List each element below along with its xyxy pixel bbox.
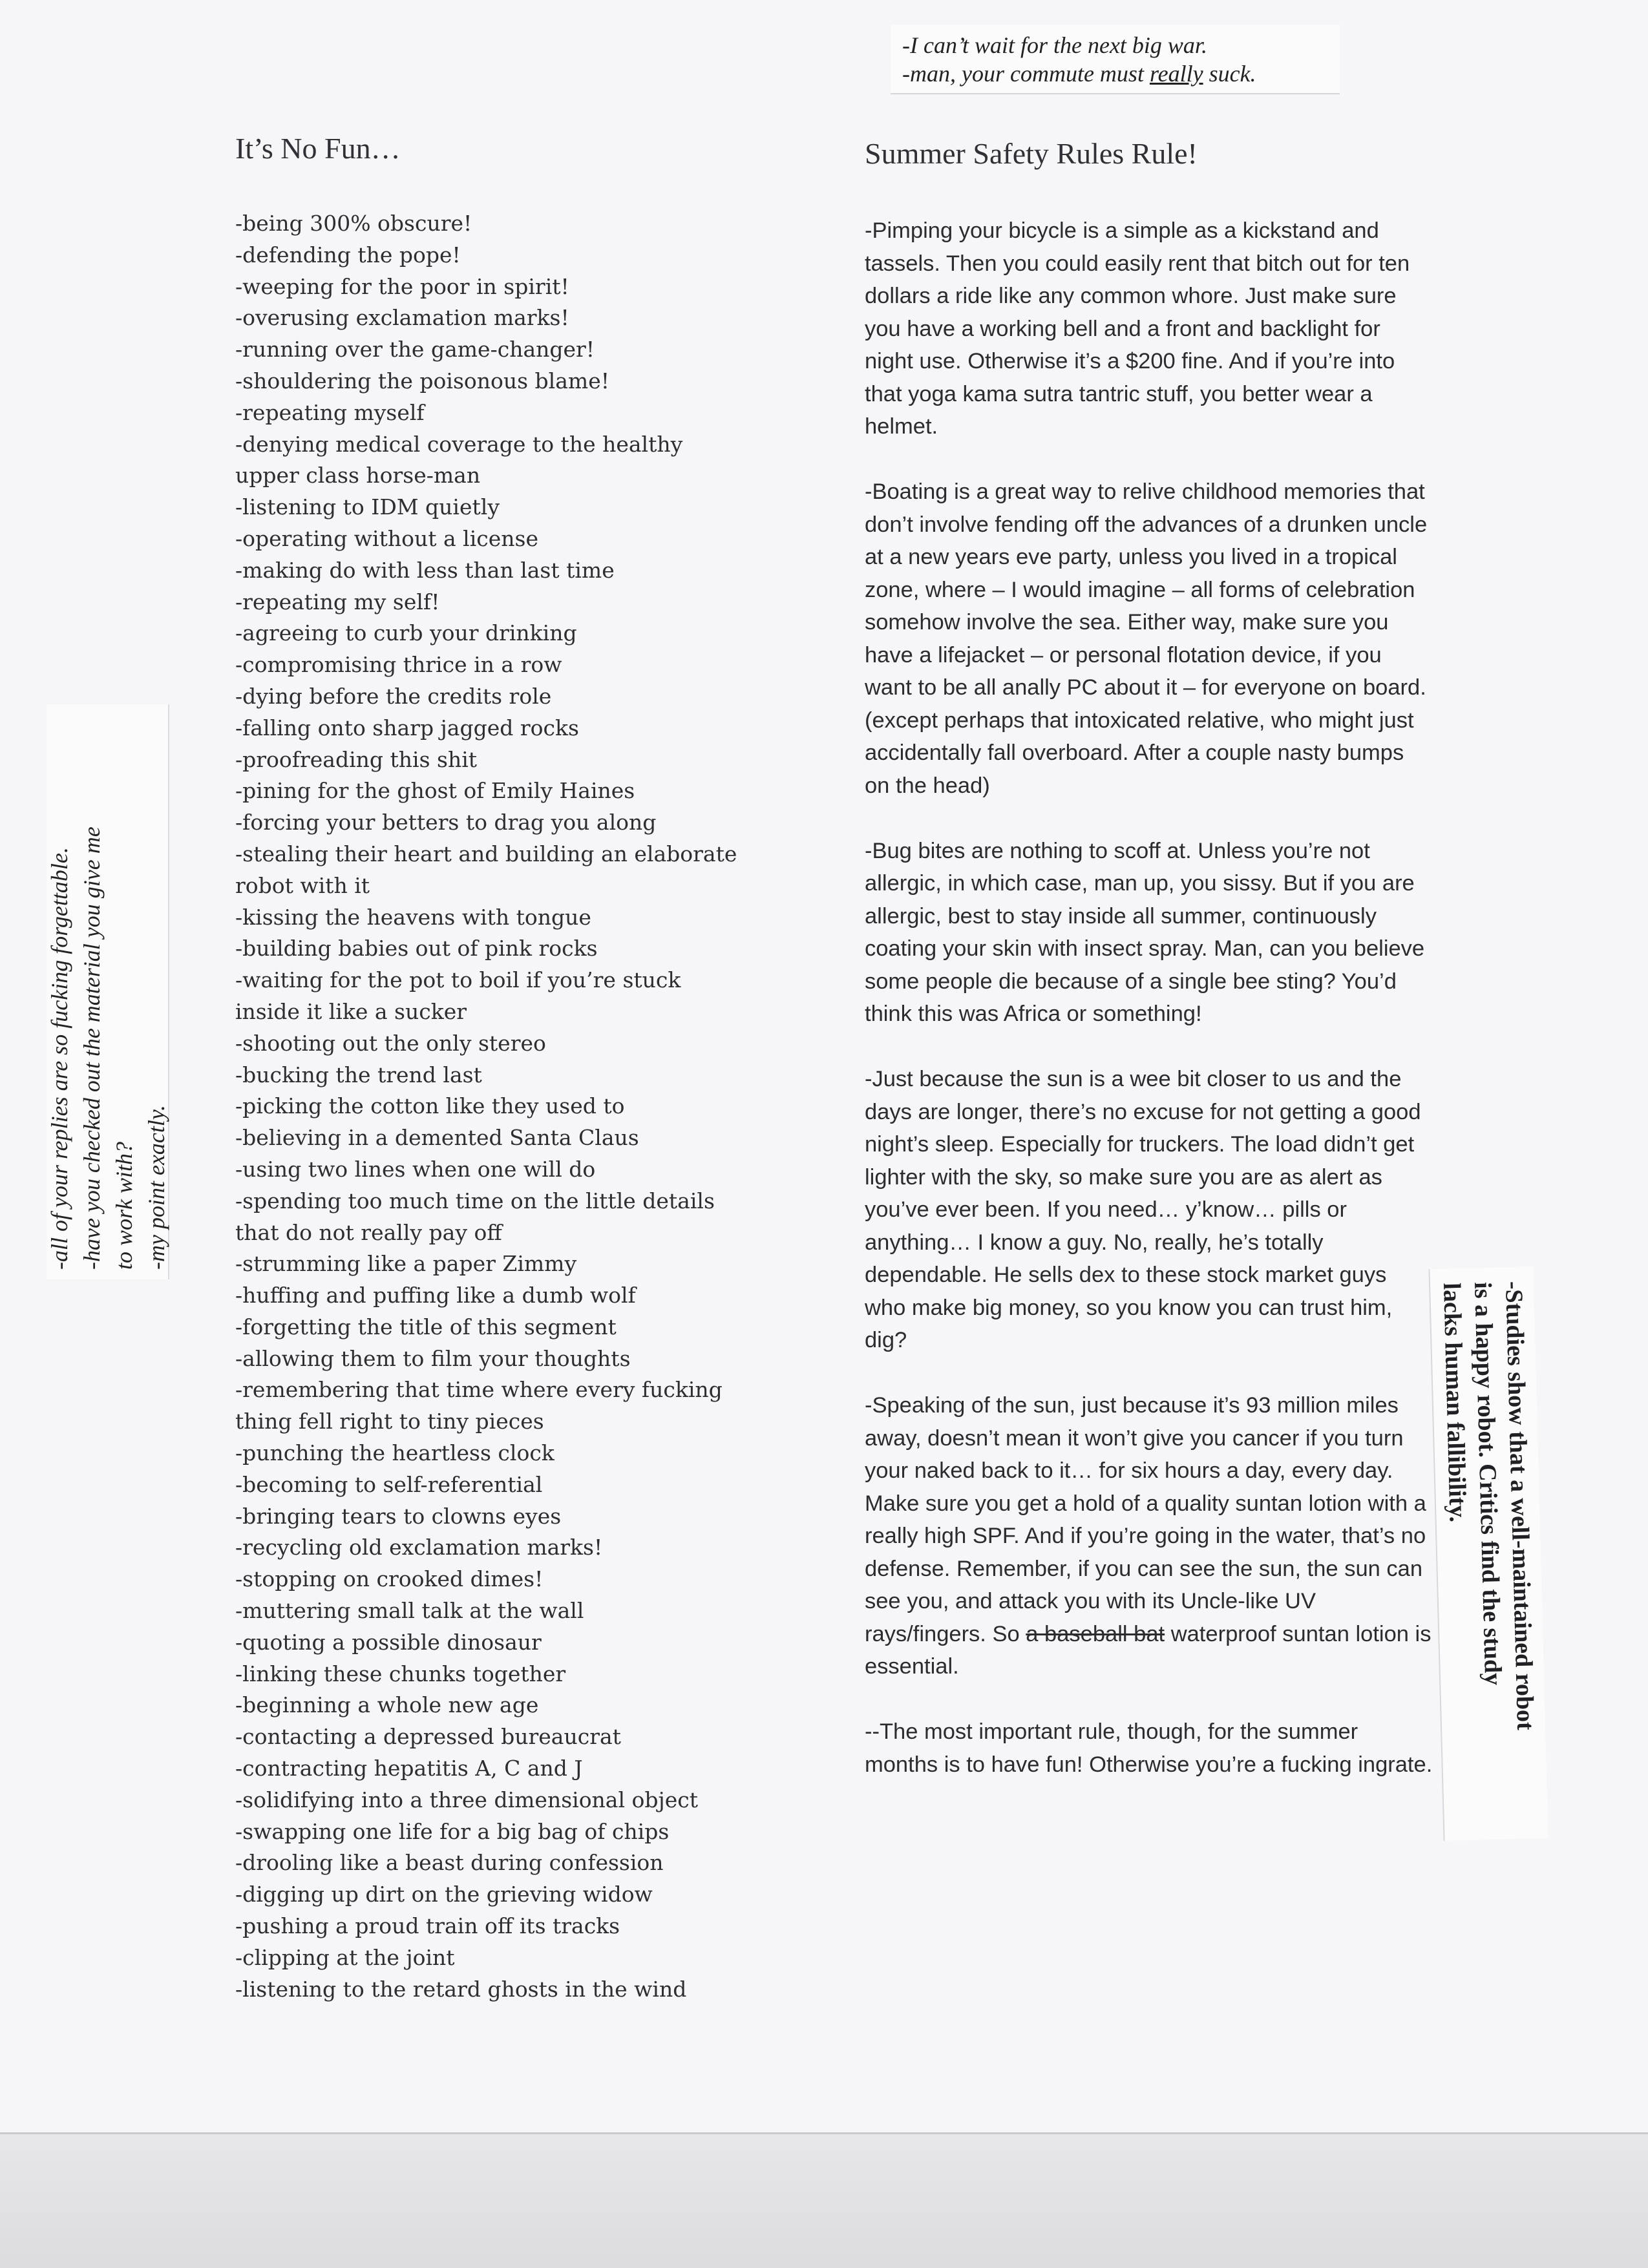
boating-paragraph: -Boating is a great way to relive childhood memories that don’t involve fending off the advances of a drunken uncle at a new years eve party, unless you lived in a tropical zone, where – I would imagine – all forms of celebration somehow involve the sea. Either way, make sure you have a lifejacket – or personal flotation device, if you want to be all anally PC about it – for everyone on board. (except perhaps that intoxicated relative, who might just accidentally fall overboard. After a couple nasty bumps on the head) bbox=[865, 479, 1428, 798]
no-fun-list-item: -forgetting the title of this segment bbox=[235, 1314, 617, 1339]
no-fun-list-item: -overusing exclamation marks! bbox=[235, 305, 569, 331]
top-pasted-note bbox=[891, 25, 1340, 94]
no-fun-list bbox=[235, 208, 843, 2005]
no-fun-list-item: -pushing a proud train off its tracks bbox=[235, 1913, 620, 1939]
top-note-line-2 bbox=[902, 59, 1326, 88]
no-fun-list-item: -shooting out the only stereo bbox=[235, 1030, 546, 1056]
no-fun-list-item: -being 300% obscure! bbox=[235, 211, 472, 236]
top-note-line-2-start: -man, your commute must bbox=[902, 61, 1150, 87]
no-fun-list-item: -shouldering the poisonous blame! bbox=[235, 368, 609, 394]
no-fun-list-item: -contacting a depressed bureaucrat bbox=[235, 1724, 621, 1750]
right-note-text bbox=[1436, 1281, 1543, 1825]
no-fun-list-item: -contracting hepatitis A, C and J bbox=[235, 1756, 583, 1781]
no-fun-list-item: -making do with less than last time bbox=[235, 557, 615, 583]
no-fun-list-item: -falling onto sharp jagged rocks bbox=[235, 715, 579, 740]
no-fun-list-item: -pining for the ghost of Emily Haines bbox=[235, 778, 635, 804]
no-fun-list-item: -using two lines when one will do bbox=[235, 1156, 596, 1182]
left-note-text bbox=[43, 714, 173, 1270]
no-fun-list-item: -listening to the retard ghosts in the wind bbox=[235, 1976, 687, 2002]
no-fun-list-item: thing fell right to tiny pieces bbox=[235, 1409, 544, 1434]
no-fun-list-item: -operating without a license bbox=[235, 525, 538, 551]
suntan-paragraph bbox=[865, 1389, 1433, 1683]
left-note-line: to work with? bbox=[111, 1141, 137, 1270]
no-fun-title: It’s No Fun… bbox=[235, 132, 401, 165]
struck-out-text: a baseball bat bbox=[1026, 1621, 1165, 1646]
no-fun-list-item: inside it like a sucker bbox=[235, 998, 467, 1024]
scanner-bed-margin bbox=[0, 2134, 1648, 2268]
no-fun-list-item: -spending too much time on the little details bbox=[235, 1188, 715, 1213]
no-fun-list-item: -swapping one life for a big bag of chips bbox=[235, 1818, 670, 1844]
no-fun-list-item: -picking the cotton like they used to bbox=[235, 1093, 625, 1119]
no-fun-list-item: -huffing and puffing like a dumb wolf bbox=[235, 1283, 636, 1308]
no-fun-list-item: -agreeing to curb your drinking bbox=[235, 620, 577, 646]
bicycle-paragraph: -Pimping your bicycle is a simple as a kickstand and tassels. Then you could easily rent that bitch out for ten dollars a ride like any common whore. Just make sure you have a working bell and a front and backlight for night use. Otherwise it’s a $200 fine. And if you’re into that yoga kama sutra tantric stuff, you better wear a helmet. bbox=[865, 218, 1410, 439]
no-fun-list-item: -strumming like a paper Zimmy bbox=[235, 1251, 577, 1277]
no-fun-list-item: -solidifying into a three dimensional object bbox=[235, 1787, 699, 1812]
no-fun-list-item: robot with it bbox=[235, 872, 370, 898]
right-note-line: is a happy robot. Critics find the study bbox=[1468, 1281, 1507, 1686]
no-fun-list-item: -becoming to self-referential bbox=[235, 1471, 543, 1497]
no-fun-list-item: -linking these chunks together bbox=[235, 1661, 566, 1686]
no-fun-list-item: -dying before the credits role bbox=[235, 683, 552, 709]
suntan-text-end: waterproof suntan lotion is essential. bbox=[865, 1621, 1431, 1679]
no-fun-list-item: -stealing their heart and building an elaborate bbox=[235, 841, 737, 866]
left-note-line: -my point exactly. bbox=[143, 1105, 169, 1270]
no-fun-list-item: -allowing them to film your thoughts bbox=[235, 1345, 631, 1371]
no-fun-list-item: -believing in a demented Santa Claus bbox=[235, 1125, 639, 1151]
no-fun-list-item: -stopping on crooked dimes! bbox=[235, 1566, 544, 1592]
no-fun-list-item: -beginning a whole new age bbox=[235, 1692, 539, 1718]
no-fun-list-item: -muttering small talk at the wall bbox=[235, 1598, 584, 1624]
no-fun-list-item: -quoting a possible dinosaur bbox=[235, 1629, 542, 1655]
top-note-line-2-end: suck. bbox=[1203, 61, 1256, 87]
bug-bites-paragraph: -Bug bites are nothing to scoff at. Unless you’re not allergic, in which case, man up, you sissy. But if you are allergic, best to stay inside all summer, continuously coating your skin with insect spray. Man, can you believe some people die because of a single bee sting? You’d think this was Africa or something! bbox=[865, 838, 1425, 1026]
left-note-line: -all of your replies are so fucking forgettable. bbox=[47, 847, 72, 1270]
no-fun-list-item: -running over the game-changer! bbox=[235, 337, 595, 362]
no-fun-list-item: -kissing the heavens with tongue bbox=[235, 904, 591, 930]
no-fun-list-item: upper class horse-man bbox=[235, 463, 481, 488]
no-fun-list-item: -defending the pope! bbox=[235, 242, 461, 268]
left-note-line: -have you checked out the material you give me bbox=[79, 826, 105, 1270]
summer-safety-title: Summer Safety Rules Rule! bbox=[865, 137, 1198, 170]
no-fun-list-item: -repeating myself bbox=[235, 399, 425, 425]
no-fun-list-item: -remembering that time where every fucking bbox=[235, 1377, 723, 1403]
top-note-underlined-word: really bbox=[1149, 61, 1203, 87]
no-fun-list-item: -denying medical coverage to the healthy bbox=[235, 431, 683, 457]
no-fun-list-item: -repeating my self! bbox=[235, 589, 440, 614]
no-fun-list-item: -forcing your betters to drag you along bbox=[235, 810, 657, 835]
no-fun-list-item: -waiting for the pot to boil if you’re stuck bbox=[235, 967, 681, 993]
no-fun-list-item: -bringing tears to clowns eyes bbox=[235, 1503, 562, 1529]
no-fun-list-item: -building babies out of pink rocks bbox=[235, 936, 598, 961]
suntan-text-start: -Speaking of the sun, just because it’s 93 million miles away, doesn’t mean it won’t give you cancer if you turn your naked back to it… for six hours a day, every day. Make sure you get a hold of a quality suntan lotion with a really high SPF. And if you’re going in the water, that’s no defense. Remember, if you can see the sun, the sun can see you, and attack you with its Uncle-like UV rays/fingers. So bbox=[865, 1393, 1426, 1646]
right-note-line: lacks human fallibility. bbox=[1438, 1282, 1472, 1523]
no-fun-list-item: -weeping for the poor in spirit! bbox=[235, 273, 569, 299]
no-fun-list-item: -recycling old exclamation marks! bbox=[235, 1535, 603, 1560]
top-note-line-1: -I can’t wait for the next big war. bbox=[902, 32, 1207, 58]
have-fun-paragraph: --The most important rule, though, for the summer months is to have fun! Otherwise you’re a fucking ingrate. bbox=[865, 1719, 1433, 1777]
right-pasted-note bbox=[1428, 1266, 1548, 1841]
right-note-line: -Studies show that a well-maintained robot bbox=[1499, 1281, 1539, 1731]
no-fun-list-item: -listening to IDM quietly bbox=[235, 494, 500, 520]
no-fun-list-item: that do not really pay off bbox=[235, 1219, 502, 1245]
no-fun-list-item: -digging up dirt on the grieving widow bbox=[235, 1882, 653, 1907]
no-fun-list-item: -bucking the trend last bbox=[235, 1062, 482, 1087]
no-fun-list-item: -compromising thrice in a row bbox=[235, 652, 562, 678]
no-fun-list-item: -punching the heartless clock bbox=[235, 1440, 555, 1466]
no-fun-list-item: -drooling like a beast during confession bbox=[235, 1850, 664, 1876]
no-fun-column bbox=[235, 129, 843, 2005]
no-fun-list-item: -clipping at the joint bbox=[235, 1944, 455, 1970]
no-fun-list-item: -proofreading this shit bbox=[235, 746, 478, 772]
left-pasted-note bbox=[47, 704, 169, 1279]
summer-safety-column bbox=[865, 134, 1433, 1814]
sleep-paragraph: -Just because the sun is a wee bit closer to us and the days are longer, there’s no excuse for not getting a good night’s sleep. Especially for truckers. The load didn’t get lighter with the sky, so make sure you are as alert as you’ve ever been. If you need… y’know… pills or anything… I know a guy. No, really, he’s totally dependable. He sells dex to these stock market guys who make big money, so you know you can trust him, dig? bbox=[865, 1067, 1421, 1352]
